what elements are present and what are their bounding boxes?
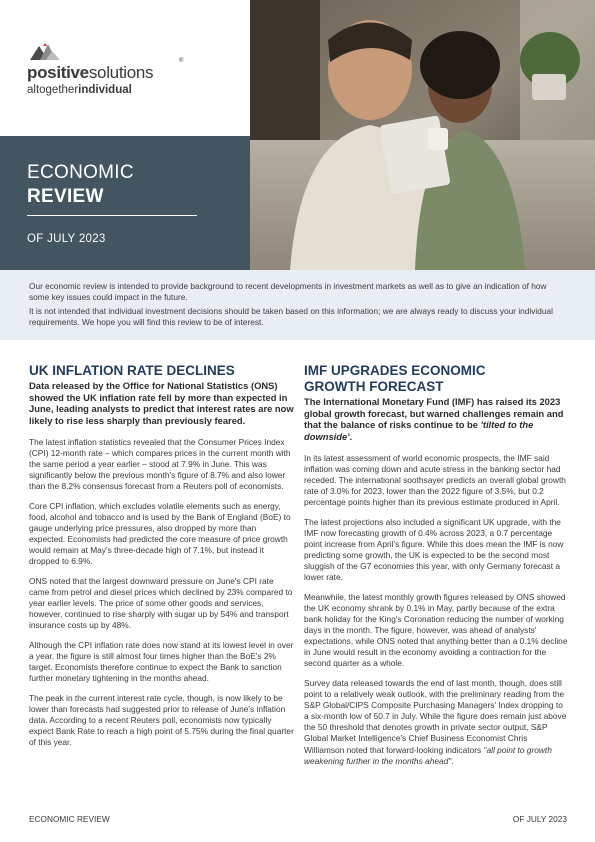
- title-line-2: REVIEW: [27, 186, 104, 207]
- article-paragraph: The peak in the current interest rate cycle, though, is now likely to be lower than forecasts had suggested prior to release of June's inflation data. According to a recent Reuters poll, economists now typically expect Bank Rate to reach a high point of 5.75% during the final quarter of this year.: [29, 692, 294, 748]
- article-heading: UK INFLATION RATE DECLINES: [29, 363, 235, 378]
- heading-line-2: GROWTH FORECAST: [304, 379, 444, 394]
- paragraph-quote: "all point to growth weakening further in the months ahead": [304, 744, 552, 766]
- page-header: [0, 0, 595, 270]
- brand-name-bold: positive: [27, 63, 89, 82]
- article-paragraph: The latest inflation statistics revealed that the Consumer Prices Index (CPI) 12-month rate – which compares prices in the current month with the same period a year earlier – stood at 7.9% in June. This was significantly below the previous month's figure of 8.7% and also lower than the 8.2% consensus forecast from a Reuters poll of economists.: [29, 436, 291, 492]
- intro-paragraph-1: Our economic review is intended to provide background to recent developments in investment markets as well as to give an indication of how some key issues could impact in the future.: [29, 281, 547, 302]
- paragraph-end: .: [451, 755, 454, 766]
- brand-name-light: solutions: [88, 63, 154, 82]
- article-imf-forecast: [304, 363, 569, 775]
- intro-paragraph-2: It is not intended that individual investment decisions should be taken based on this information; we are always ready to discuss your individual requirements. We hope you will find this review to be of interest.: [29, 306, 553, 327]
- lead-quote: 'tilted to the downside': [304, 419, 534, 443]
- registered-mark: ®: [179, 58, 184, 64]
- article-lead: Data released by the Office for National Statistics (ONS) showed the UK inflation rate fell by more than expected in June, leading analysts to predict that interest rates are now likely to rise less sharply than previously feared.: [29, 380, 294, 427]
- lead-text: The International Monetary Fund (IMF) has raised its 2023 global growth forecast, but warned challenges remain and that the balance of risks continue to be: [304, 396, 564, 431]
- article-heading: [304, 363, 569, 395]
- paragraph-text: Survey data released towards the end of last month, though, does still point to a relatively weak outlook, with the preliminary reading from the S&P Global/CIPS Composite Purchasing Managers' Index dropping to a six-month low of 50.7 in July. While the figure does remain just above the 50 threshold that denotes growth in private sector output, S&P Global Market Intelligence's Chief Business Economist Chris Williamson noted that forward-looking indicators: [304, 678, 567, 755]
- title-date: OF JULY 2023: [27, 233, 106, 245]
- title-line-1: ECONOMIC: [27, 162, 134, 183]
- title-divider: [27, 215, 197, 216]
- heading-line-1: IMF UPGRADES ECONOMIC: [304, 363, 486, 378]
- footer-title: ECONOMIC REVIEW: [29, 814, 110, 824]
- article-paragraph: [304, 678, 569, 767]
- triangle-mountain-logo-icon: [30, 42, 60, 60]
- article-paragraph: The latest projections also included a significant UK upgrade, with the IMF now forecasting growth of 0.4% across 2023, a 0.7 percentage point increase from April's figure. While this does mean the IMF is now predicting some growth, the UK is expected to be the second most sluggish of the G7 economies this year, with only Germany forecast a lower rate.: [304, 516, 564, 583]
- article-paragraph: ONS noted that the largest downward pressure on June's CPI rate came from petrol and diesel prices which declined by 23% compared to year earlier levels. The price of some other goods and services, however, continued to rise sharply with sugar up by 54% and transport insurance costs up by 48%.: [29, 575, 293, 631]
- article-uk-inflation: [29, 363, 294, 757]
- article-paragraph: Meanwhile, the latest monthly growth figures released by ONS showed the UK economy shrank by 0.1% in May, partly because of the extra bank holiday for the King's Coronation reducing the number of working days in the month. The figure, however, was ahead of analysts' expectations, while ONS noted that anything better than a 0.1% decline in June would result in the economy avoiding a contraction for the second quarter as a whole.: [304, 591, 568, 669]
- couple-with-tablet-photo-icon: [250, 0, 595, 270]
- article-paragraph: Core CPI inflation, which excludes volatile elements such as energy, food, alcohol and tobacco and is used by the Bank of England (BoE) to gauge underlying price pressures, also dropped by more than expected. Economists had predicted the core measure of price growth would remain at May's three-decade high of 7.1%, but instead it dropped to 6.9%.: [29, 500, 291, 567]
- article-lead: [304, 396, 569, 443]
- brand-tagline: [27, 84, 132, 96]
- intro-band: [0, 270, 595, 340]
- tagline-light: altogether: [27, 84, 79, 96]
- footer-date: OF JULY 2023: [512, 814, 567, 824]
- article-paragraph: In its latest assessment of world economic prospects, the IMF said inflation was coming down and acute stress in the banking sector had receded. The international soothsayer predicts an overall global growth rate of 3.0% for 2023, lower than the 2022 figure of 3.5%, but 0.2 percentage points higher than its previous estimate produced in April.: [304, 452, 566, 508]
- tagline-bold: individual: [78, 84, 132, 96]
- article-paragraph: Although the CPI inflation rate does now stand at its lowest level in over a year, the figure is still almost four times higher than the BoE's 2% target. Economists therefore continue to expect the Bank to sanction further monetary tightening in the months ahead.: [29, 639, 294, 684]
- lead-end: .: [349, 431, 353, 443]
- header-photo: [250, 0, 595, 270]
- brand-wordmark: [27, 63, 153, 83]
- logo-area: [0, 0, 250, 136]
